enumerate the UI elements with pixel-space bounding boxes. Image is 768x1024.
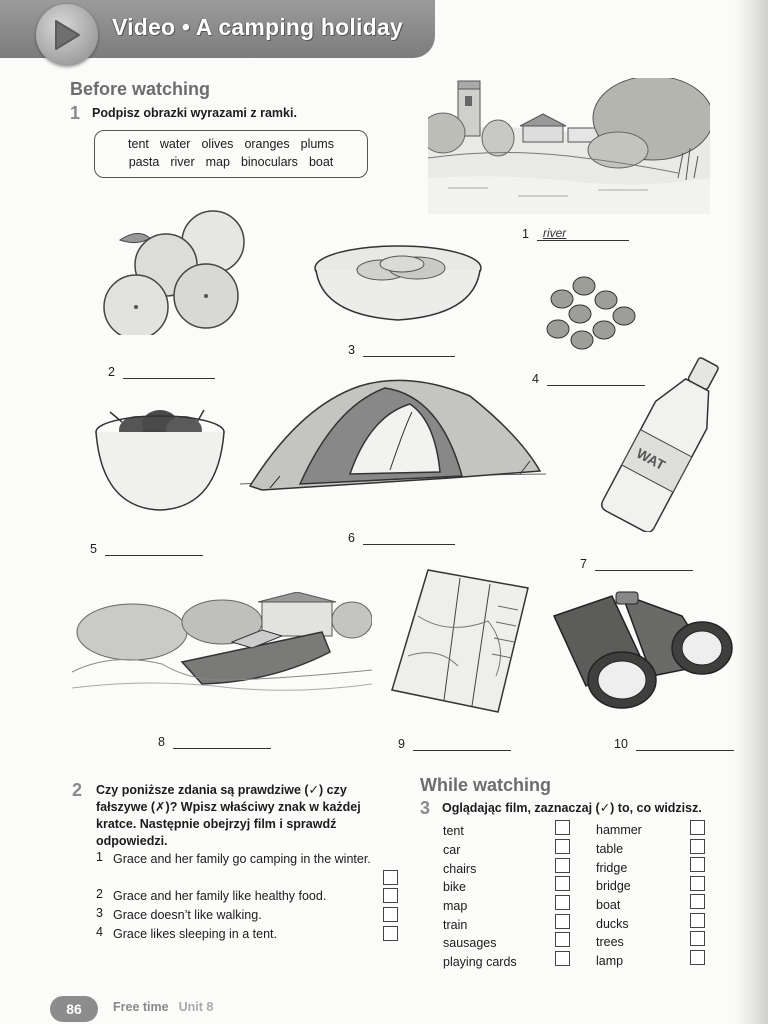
checklist-checkbox[interactable] bbox=[690, 894, 705, 909]
word-box-word: binoculars bbox=[240, 155, 298, 169]
label-number: 2 bbox=[108, 365, 115, 379]
checklist-item-label: car bbox=[443, 843, 461, 857]
label-number: 8 bbox=[158, 735, 165, 749]
item-text: Grace likes sleeping in a tent. bbox=[113, 927, 277, 941]
exercise-number-3: 3 bbox=[420, 798, 431, 818]
word-box-word: oranges bbox=[244, 137, 290, 151]
answer-field-2[interactable] bbox=[123, 364, 215, 379]
checklist-checkbox[interactable] bbox=[690, 950, 705, 965]
word-box-word: river bbox=[170, 155, 195, 169]
checklist-checkbox[interactable] bbox=[555, 895, 570, 910]
exercise-number-2: 2 bbox=[72, 780, 83, 800]
answer-field-5[interactable] bbox=[105, 541, 203, 556]
label-1 bbox=[522, 226, 629, 241]
true-false-checkbox-2[interactable] bbox=[383, 888, 398, 903]
boat-picture bbox=[72, 592, 372, 696]
answer-field-10[interactable] bbox=[636, 736, 734, 751]
item-number: 1 bbox=[96, 850, 103, 864]
word-box-word: plums bbox=[300, 137, 334, 151]
checklist-item-label: sausages bbox=[443, 936, 497, 950]
checklist-checkbox[interactable] bbox=[690, 876, 705, 891]
answer-field-3[interactable] bbox=[363, 342, 455, 357]
word-box-word: olives bbox=[201, 137, 234, 151]
label-5 bbox=[90, 541, 203, 556]
checklist-item-label: bridge bbox=[596, 879, 631, 893]
label-8 bbox=[158, 734, 271, 749]
checklist-item-label: hammer bbox=[596, 823, 642, 837]
checklist-checkbox[interactable] bbox=[555, 914, 570, 929]
word-box-word: boat bbox=[308, 155, 334, 169]
answer-field-8[interactable] bbox=[173, 734, 271, 749]
word-box bbox=[94, 130, 368, 178]
checklist-checkbox[interactable] bbox=[555, 876, 570, 891]
item-number: 2 bbox=[96, 887, 103, 901]
olives-picture bbox=[544, 274, 638, 354]
checklist-item-label: chairs bbox=[443, 862, 477, 876]
footer-unit: Unit 8 bbox=[178, 1000, 214, 1014]
word-box-word: pasta bbox=[128, 155, 160, 169]
label-number: 7 bbox=[580, 557, 587, 571]
answer-field-9[interactable] bbox=[413, 736, 511, 751]
checklist-item-label: playing cards bbox=[443, 955, 517, 969]
pasta-picture bbox=[312, 240, 484, 326]
label-9 bbox=[398, 736, 511, 751]
checklist-item-label: train bbox=[443, 918, 468, 932]
item-number: 4 bbox=[96, 925, 103, 939]
true-false-checkbox-3[interactable] bbox=[383, 907, 398, 922]
checklist-item-label: trees bbox=[596, 935, 624, 949]
checklist-checkbox[interactable] bbox=[555, 820, 570, 835]
label-number: 10 bbox=[614, 737, 628, 751]
answer-field-7[interactable] bbox=[595, 556, 693, 571]
checklist-checkbox[interactable] bbox=[555, 932, 570, 947]
oranges-picture bbox=[98, 210, 248, 335]
word-box-row-1 bbox=[95, 137, 367, 151]
exercise-number-1: 1 bbox=[70, 103, 81, 123]
checklist-checkbox[interactable] bbox=[690, 839, 705, 854]
checklist-checkbox[interactable] bbox=[690, 931, 705, 946]
true-false-checkbox-1[interactable] bbox=[383, 870, 398, 885]
checklist-checkbox[interactable] bbox=[690, 820, 705, 835]
word-box-word: tent bbox=[128, 137, 149, 151]
river-picture bbox=[428, 78, 710, 214]
item-number: 3 bbox=[96, 906, 103, 920]
label-number: 9 bbox=[398, 737, 405, 751]
label-3 bbox=[348, 342, 455, 357]
map-picture bbox=[388, 566, 532, 716]
word-box-row-2 bbox=[95, 155, 367, 169]
footer-section bbox=[113, 1000, 213, 1014]
item-text: Grace and her family like healthy food. bbox=[113, 889, 327, 903]
item-text: Grace doesn’t like walking. bbox=[113, 908, 262, 922]
water-bottle-picture bbox=[588, 350, 740, 532]
label-7 bbox=[580, 556, 693, 571]
checklist-item-label: bike bbox=[443, 880, 466, 894]
checklist-item-label: fridge bbox=[596, 861, 628, 875]
checklist-item-label: map bbox=[443, 899, 468, 913]
exercise-1-instruction: Podpisz obrazki wyrazami z ramki. bbox=[92, 106, 297, 120]
footer-section-name: Free time bbox=[113, 1000, 169, 1014]
label-number: 3 bbox=[348, 343, 355, 357]
word-box-word: map bbox=[205, 155, 230, 169]
label-6 bbox=[348, 530, 455, 545]
plums-picture bbox=[92, 398, 228, 516]
label-number: 1 bbox=[522, 227, 529, 241]
section-title-before-watching: Before watching bbox=[70, 79, 211, 99]
svg-text:WAT: WAT bbox=[634, 444, 669, 474]
section-title-while-watching: While watching bbox=[420, 775, 552, 795]
label-2 bbox=[108, 364, 215, 379]
label-number: 5 bbox=[90, 542, 97, 556]
exercise-2-instruction: Czy poniższe zdania są prawdziwe (✓) czy fałszywe (✗)? Wpisz właściwy znak w każdej kratce. Następnie obejrzyj film i sprawdź odpowiedzi. bbox=[96, 783, 361, 848]
word-box-word: water bbox=[159, 137, 191, 151]
checklist-checkbox[interactable] bbox=[690, 913, 705, 928]
item-text: Grace and her family go camping in the winter. bbox=[113, 852, 371, 866]
page-number-badge: 86 bbox=[50, 996, 98, 1022]
true-false-checkbox-4[interactable] bbox=[383, 926, 398, 941]
checklist-checkbox[interactable] bbox=[555, 951, 570, 966]
exercise-3-instruction: Oglądając film, zaznaczaj (✓) to, co widzisz. bbox=[442, 801, 702, 815]
checklist-checkbox[interactable] bbox=[690, 857, 705, 872]
checklist-item-label: lamp bbox=[596, 954, 624, 968]
checklist-checkbox[interactable] bbox=[555, 839, 570, 854]
checklist-item-label: boat bbox=[596, 898, 621, 912]
checklist-item-label: tent bbox=[443, 824, 464, 838]
label-number: 4 bbox=[532, 372, 539, 386]
label-10 bbox=[614, 736, 734, 751]
binoculars-picture bbox=[552, 586, 734, 716]
play-icon bbox=[36, 4, 98, 66]
checklist-item-label: ducks bbox=[596, 917, 629, 931]
header-banner bbox=[0, 0, 435, 58]
tent-picture bbox=[240, 366, 546, 498]
page-title: Video • A camping holiday bbox=[112, 14, 403, 40]
answer-field-6[interactable] bbox=[363, 530, 455, 545]
checklist-item-label: table bbox=[596, 842, 624, 856]
checklist-checkbox[interactable] bbox=[555, 858, 570, 873]
answer-field-1[interactable]: river bbox=[537, 226, 629, 241]
label-number: 6 bbox=[348, 531, 355, 545]
